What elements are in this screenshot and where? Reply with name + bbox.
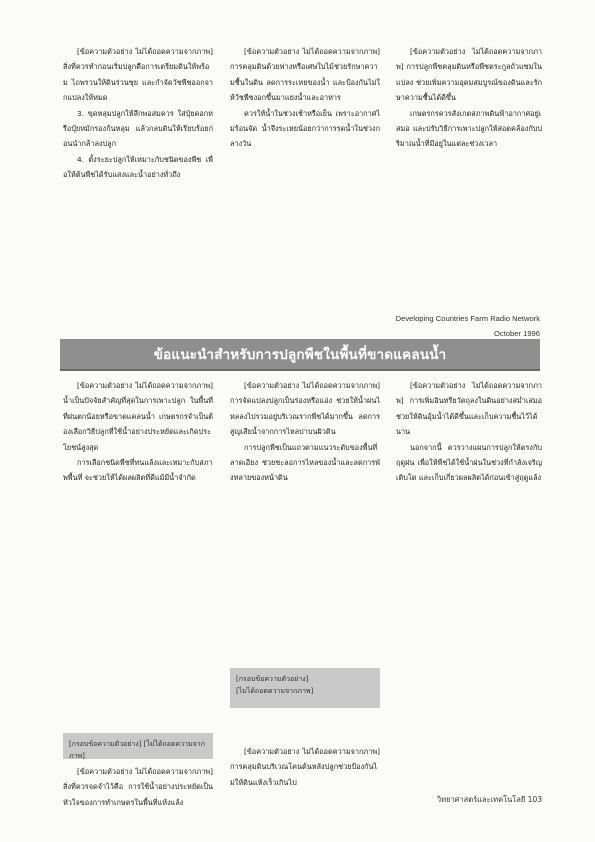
section-title: ข้อแนะนำสำหรับการปลูกพืชในพื้นที่ขาดแคลนน้ำ [153, 347, 447, 363]
paragraph: 4. ตั้งระยะปลูกให้เหมาะกับชนิดของพืช เพื่อให้ต้นพืชได้รับแสงและน้ำอย่างทั่วถึง [63, 154, 213, 180]
paragraph: [ข้อความตัวอย่าง ไม่ได้ถอดความจากภาพ] สิ่งที่ควรจดจำไว้คือ การใช้น้ำอย่างประหยัดเป็นหัวใจของการทำเกษตรในพื้นที่แห้งแล้ง [63, 767, 213, 807]
paragraph: นอกจากนี้ ควรวางแผนการปลูกให้ตรงกับฤดูฝน เพื่อให้พืชได้ใช้น้ำฝนในช่วงที่กำลังเจริญเติบโต และเก็บเกี่ยวผลผลิตได้ก่อนเข้าสู่ฤดูแล้ง [396, 442, 542, 483]
section-title-banner [60, 339, 540, 371]
paragraph: [ข้อความตัวอย่าง ไม่ได้ถอดความจากภาพ] การปลูกพืชคลุมดินหรือพืชตระกูลถั่วแซมในแปลง ช่วยเพิ่มความอุดมสมบูรณ์ของดินและรักษาความชื้นได้ดีขึ้น [396, 47, 542, 103]
paragraph: [ข้อความตัวอย่าง ไม่ได้ถอดความจากภาพ] การจัดแปลงปลูกเป็นร่องหรือแอ่ง ช่วยให้น้ำฝนไหลลงไปรวมอยู่บริเวณรากพืชได้มากขึ้น ลดการสูญเสียน้ำจากการไหลบ่าบนผิวดิน [230, 381, 380, 437]
paragraph: ควรให้น้ำในช่วงเช้าหรือเย็น เพราะอากาศไม่ร้อนจัด น้ำจึงระเหยน้อยกว่าการรดน้ำในช่วงกลางวัน [230, 108, 380, 149]
bottom-column-2 [230, 378, 380, 653]
paragraph: เกษตรกรควรสังเกตสภาพดินฟ้าอากาศอยู่เสมอ และปรับวิธีการเพาะปลูกให้สอดคล้องกับปริมาณน้ำที่มีอยู่ในแต่ละช่วงเวลา [396, 108, 542, 149]
paragraph: [ข้อความตัวอย่าง ไม่ได้ถอดความจากภาพ] การเพิ่มอินทรียวัตถุลงในดินอย่างสม่ำเสมอ ช่วยให้ดินอุ้มน้ำได้ดีขึ้นและเก็บความชื้นไว้ได้นาน [396, 381, 542, 437]
sidebar-box-left [63, 733, 213, 759]
box-heading: [กรอบข้อความตัวอย่าง] [236, 675, 309, 683]
top-column-3 [396, 44, 542, 304]
paragraph: [ข้อความตัวอย่าง ไม่ได้ถอดความจากภาพ] การคลุมดินบริเวณโคนต้นหลังปลูกช่วยป้องกันไม่ให้ดินแห้งเร็วเกินไป [230, 747, 380, 787]
sidebar-box-middle [230, 668, 380, 708]
box-text: [ไม่ได้ถอดความจากภาพ] [236, 687, 314, 695]
paragraph: [ข้อความตัวอย่าง ไม่ได้ถอดความจากภาพ] น้ำเป็นปัจจัยสำคัญที่สุดในการเพาะปลูก ในพื้นที่ที่ฝนตกน้อยหรือขาดแคลนน้ำ เกษตรกรจำเป็นต้องเลือกวิธีปลูกที่ใช้น้ำอย่างประหยัดและเกิดประโยชน์สูงสุด [63, 381, 213, 452]
paragraph: การปลูกพืชเป็นแถวตามแนวระดับของพื้นที่ลาดเอียง ช่วยชะลอการไหลของน้ำและลดการพังทลายของหน้าดิน [230, 442, 380, 483]
bottom-column-1 [63, 378, 213, 683]
paragraph: [ข้อความตัวอย่าง ไม่ได้ถอดความจากภาพ] สิ่งที่ควรทำก่อนเริ่มปลูกคือการเตรียมดินให้พร้อม ไถพรวนให้ดินร่วนซุย และกำจัดวัชพืชออกจากแปลงให้หมด [63, 47, 213, 103]
paragraph: [ข้อความตัวอย่าง ไม่ได้ถอดความจากภาพ] การคลุมดินด้วยฟางหรือเศษใบไม้ช่วยรักษาความชื้นในดิน ลดการระเหยของน้ำ และป้องกันไม่ให้วัชพืชงอกขึ้นมาแย่งน้ำและอาหาร [230, 47, 380, 103]
box-heading: [กรอบข้อความตัวอย่าง] [69, 740, 142, 748]
top-column-2 [230, 44, 380, 349]
top-column-1 [63, 44, 213, 349]
source-date: October 1996 [493, 329, 540, 338]
bottom-column-1-continued [63, 764, 213, 807]
page-footer: วิทยาศาสตร์และเทคโนโลยี 103 [436, 795, 542, 804]
source-credit: Developing Countries Farm Radio Network [395, 314, 540, 323]
box-text: [ไม่ได้ถอดความจากภาพ] [69, 740, 205, 760]
paragraph: การเลือกชนิดพืชที่ทนแล้งและเหมาะกับสภาพพื้นที่ จะช่วยให้ได้ผลผลิตที่ดีแม้มีน้ำจำกัด [63, 458, 213, 483]
paragraph: 3. ขุดหลุมปลูกให้ลึกพอสมควร ใส่ปุ๋ยคอกหรือปุ๋ยหมักรองก้นหลุม แล้วกลบดินให้เรียบร้อยก่อนนำกล้าลงปลูก [63, 108, 213, 149]
bottom-column-2-continued [230, 744, 380, 787]
bottom-column-3 [396, 378, 542, 790]
